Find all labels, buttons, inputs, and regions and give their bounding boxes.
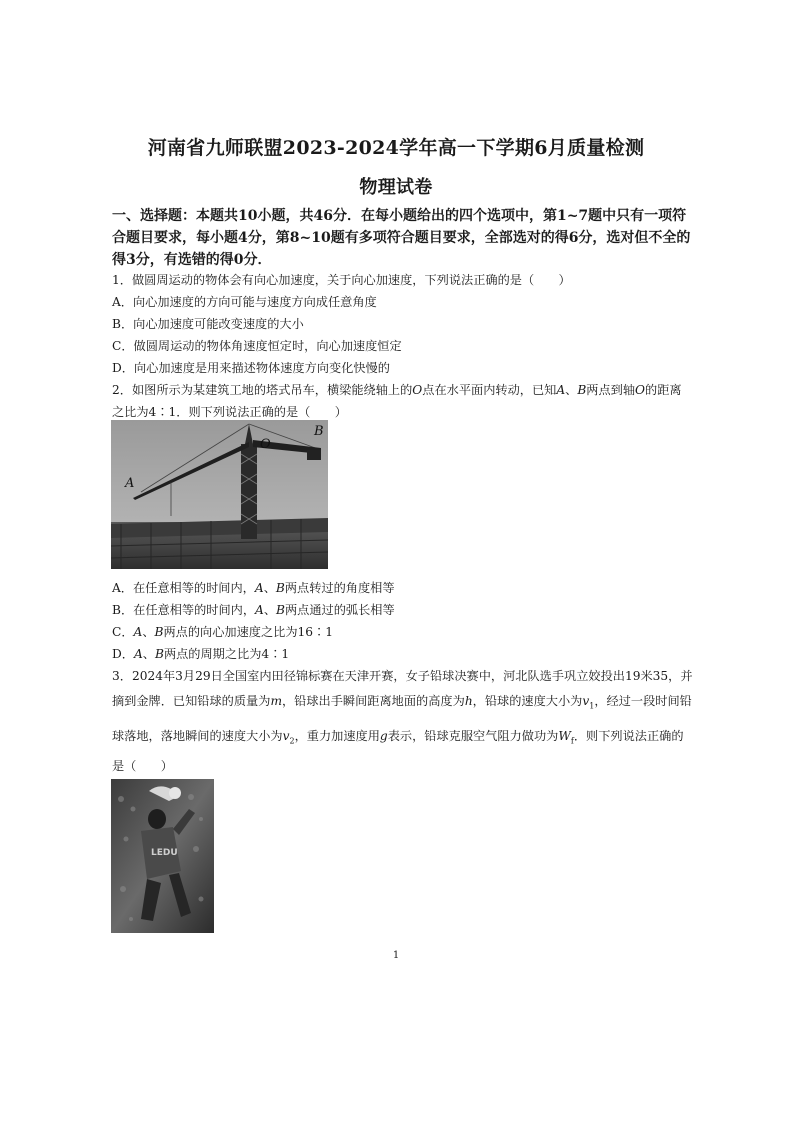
q2-option-d: D．A、B两点的周期之比为4∶1 [112,647,290,661]
subject-title: 物理试卷 [359,177,433,198]
section-instructions-line1: 一、选择题：本题共10小题，共46分．在每小题给出的四个选项中，第1~7题中只有一项符 [112,208,687,224]
q2-option-b: B．在任意相等的时间内，A、B两点通过的弧长相等 [112,603,395,617]
q1-option-c: C．做圆周运动的物体角速度恒定时，向心加速度恒定 [112,339,402,353]
q1-stem: 1．做圆周运动的物体会有向心加速度，关于向心加速度，下列说法正确的是（ ） [112,273,571,287]
q1-option-d: D．向心加速度是用来描述物体速度方向变化快慢的 [112,361,390,375]
page-title: 河南省九师联盟2023-2024学年高一下学期6月质量检测 [147,137,645,159]
q1-option-b: B．向心加速度可能改变速度的大小 [112,317,304,331]
athlete-bib: LEDU [151,848,178,858]
q2-stem-line2: 之比为4∶1．则下列说法正确的是（ ） [112,405,347,419]
q2-stem-line1: 2．如图所示为某建筑工地的塔式吊车，横梁能绕轴上的O点在水平面内转动，已知A、B两点到轴O的距离 [112,383,682,397]
section-instructions-line3: 得3分，有选错的得0分． [112,252,272,268]
q1-option-a: A．向心加速度的方向可能与速度方向成任意角度 [112,295,377,309]
q2-option-a: A．在任意相等的时间内，A、B两点转过的角度相等 [112,581,395,595]
crane-label-o: O [260,437,271,452]
tower-crane-photo [111,420,328,569]
q3-stem-line1: 3．2024年3月29日全国室内田径锦标赛在天津开赛，女子铅球决赛中，河北队选手巩立姣投出19米35，并 [112,669,693,683]
crane-label-a: A [125,476,135,491]
shot-put-athlete-photo [111,779,214,933]
q2-option-c: C．A、B两点的向心加速度之比为16∶1 [112,625,333,639]
q3-stem-line4: 是（ ） [112,759,173,773]
crane-label-b: B [314,424,324,439]
page-number: 1 [392,950,400,961]
q3-stem-line2: 摘到金牌．已知铅球的质量为m，铅球出手瞬间距离地面的高度为h，铅球的速度大小为$v_1$，经过一段时间铅 [112,694,692,711]
section-instructions-line2: 合题目要求，每小题4分，第8~10题有多项符合题目要求，全部选对的得6分，选对但不全的 [112,230,691,246]
q3-stem-line3: 球落地，落地瞬间的速度大小为$v_2$，重力加速度用g表示，铅球克服空气阻力做功为$W_f$．则下列说法正确的 [112,729,684,746]
